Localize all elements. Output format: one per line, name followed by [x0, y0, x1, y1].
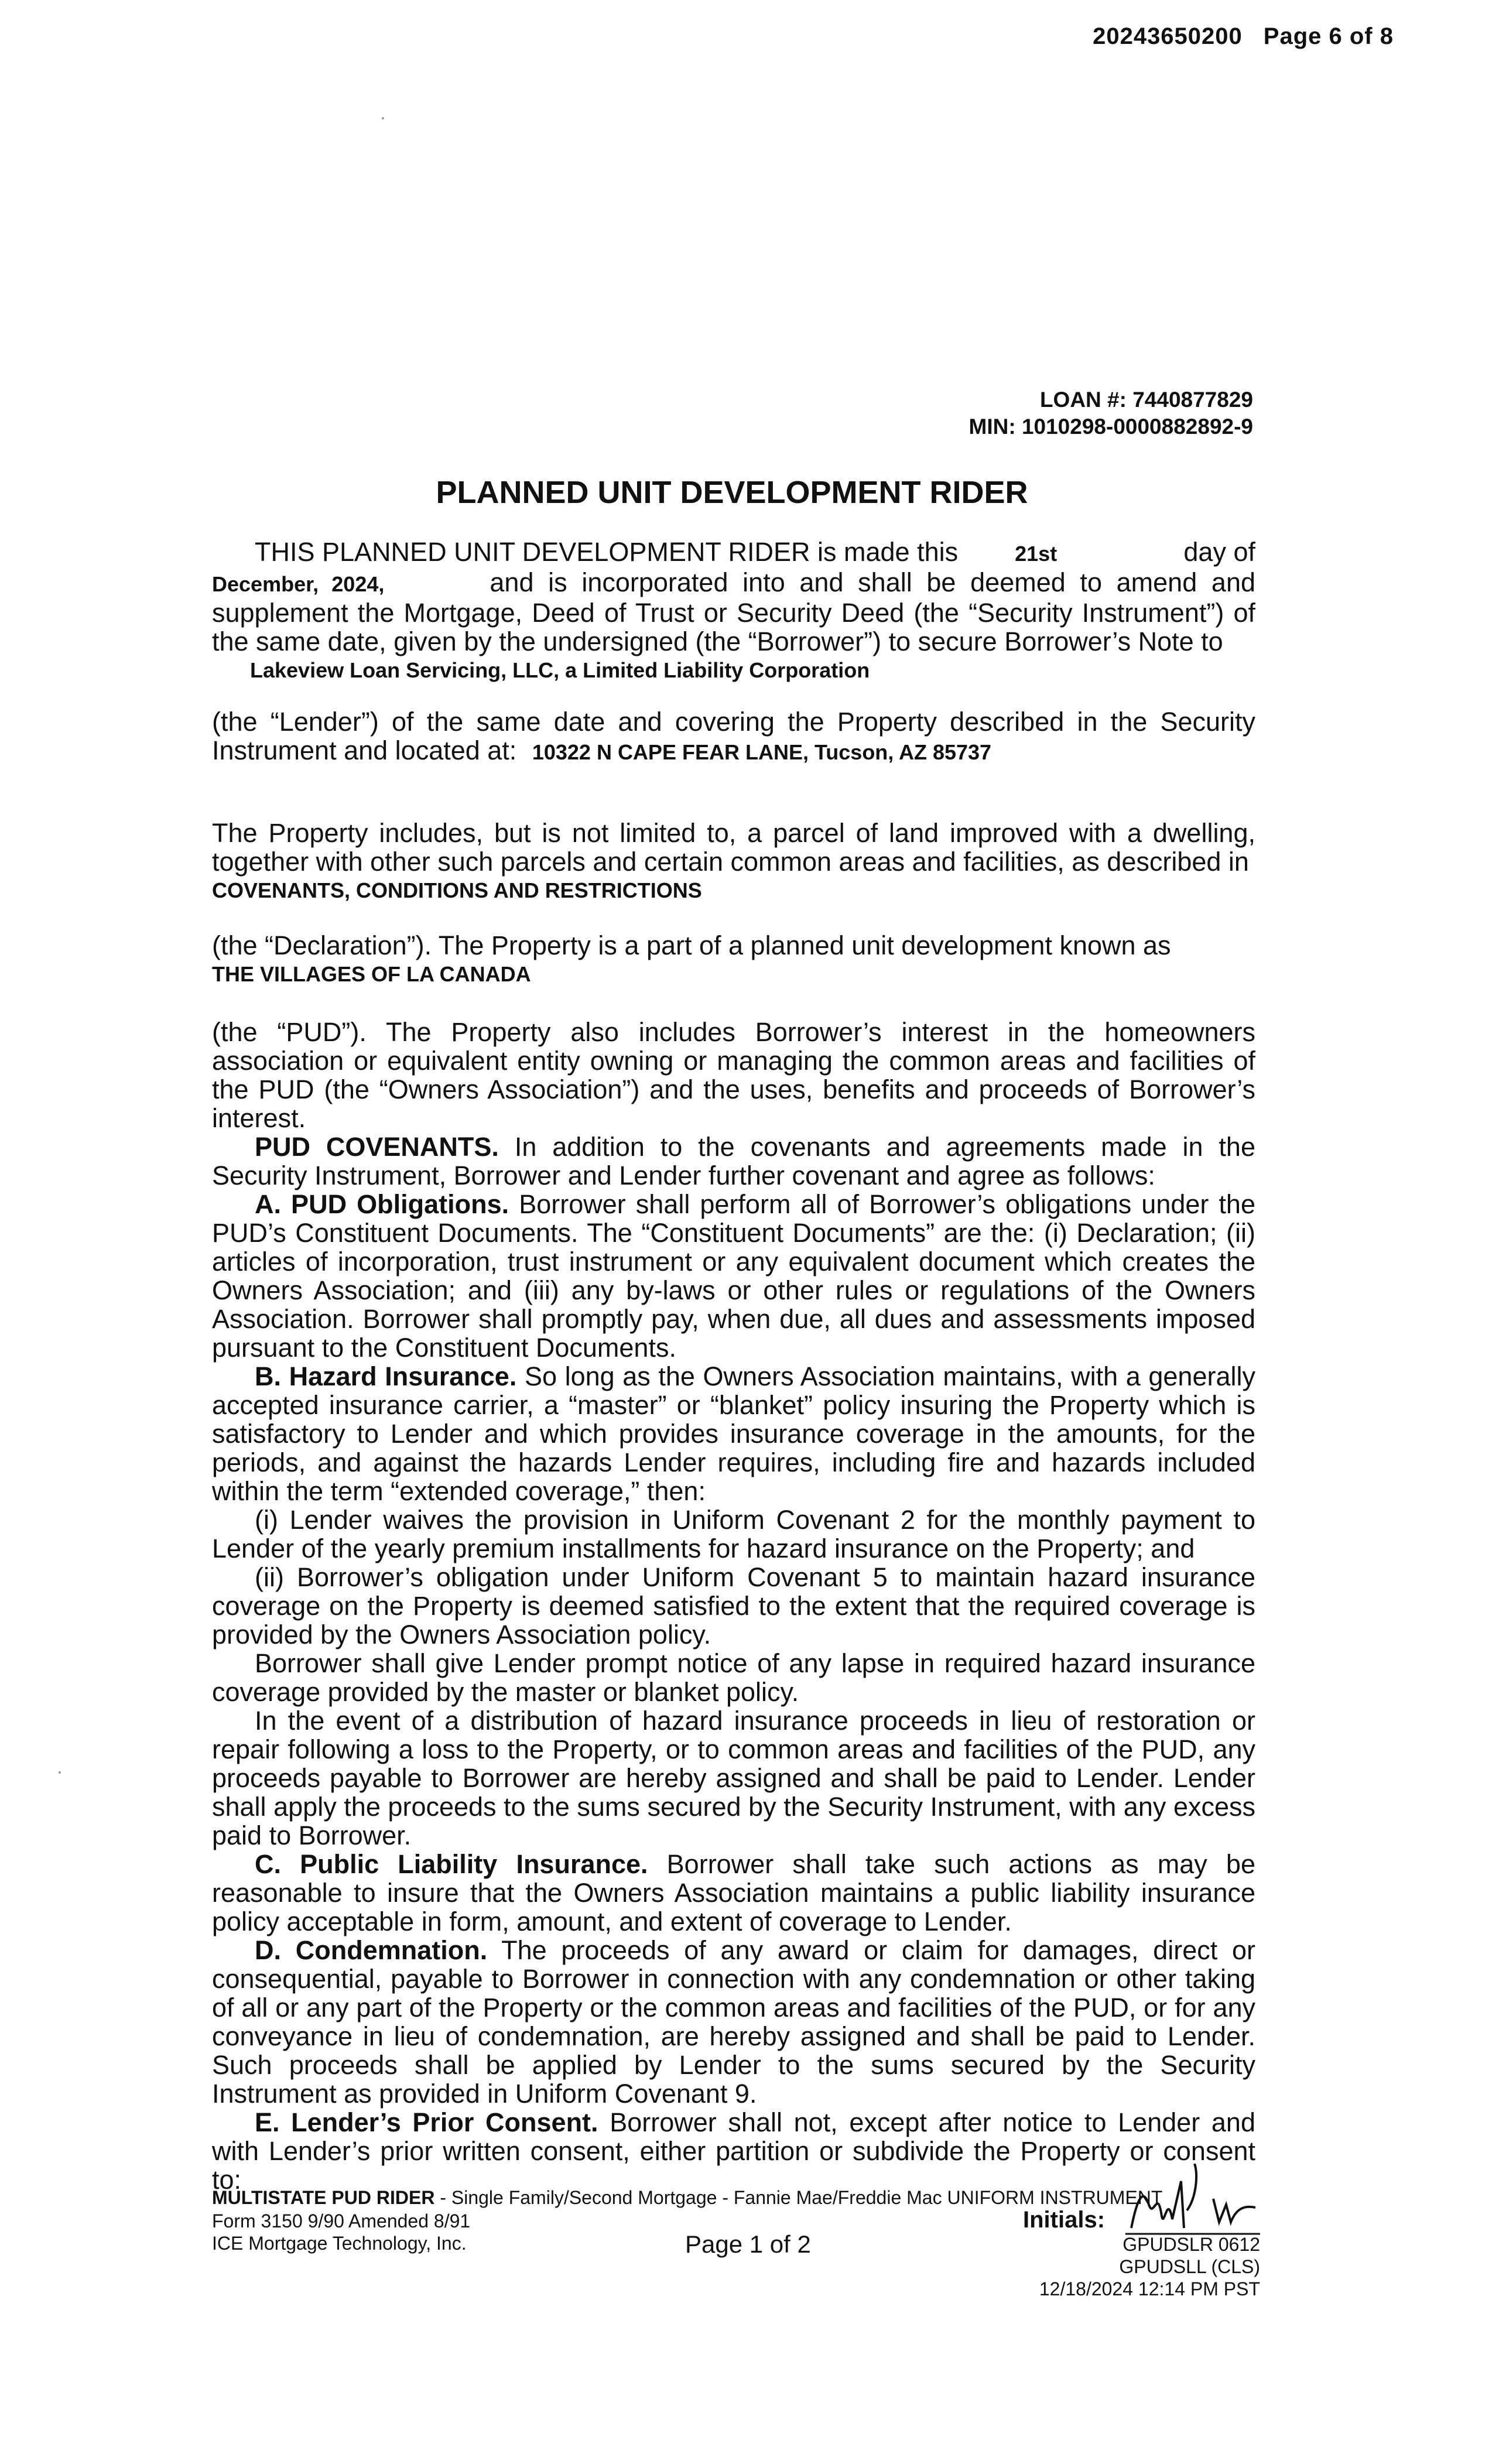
page-label: Page 6 of 8: [1263, 23, 1394, 49]
intro-line-1: [212, 538, 1255, 568]
covenants-section: [212, 1018, 1255, 2194]
covenants-heading: PUD COVENANTS.: [255, 1132, 499, 1162]
pud-name: THE VILLAGES OF LA CANADA: [212, 962, 531, 986]
covenant-b-text: So long as the Owners Association maintains, with a generally accepted insurance carrier, a “master” or “blanket” policy insuring the Property which is satisfactory to Lender and which provides insurance coverage in the amounts, for the periods, and against the hazards Lender requires, including fire and hazards included within the term “extended coverage,” then:: [212, 1361, 1255, 1506]
covenant-a-heading: A. PUD Obligations.: [255, 1189, 509, 1219]
scan-speck: [382, 117, 384, 119]
covenant-a: [212, 1190, 1255, 1362]
covenant-c-heading: C. Public Liability Insurance.: [255, 1849, 648, 1879]
intro-paragraph: [212, 568, 1255, 656]
covenant-d-heading: D. Condemnation.: [255, 1935, 488, 1965]
declaration-paragraph: [212, 931, 1255, 988]
vendor-name: ICE Mortgage Technology, Inc.: [212, 2233, 467, 2254]
page-title: PLANNED UNIT DEVELOPMENT RIDER: [436, 475, 1028, 510]
covenant-b-notice: Borrower shall give Lender prompt notice of any lapse in required hazard insurance coverage provided by the master or blanket policy.: [212, 1648, 1255, 1707]
loan-identifiers: [969, 386, 1253, 440]
declaration-text: (the “Declaration”). The Property is a part of a planned unit development known as: [212, 930, 1171, 960]
intro-rest: and is incorporated into and shall be deemed to amend and supplement the Mortgage, Deed of Trust or Security Deed (the “Security Instrument”) of the same date, given by the undersigned (the “Borrower”) to secure Borrower’s Note to: [212, 567, 1256, 656]
covenant-e: [212, 2108, 1255, 2194]
scan-speck: [59, 1771, 61, 1774]
lender-paragraph: [212, 707, 1255, 766]
property-paragraph: [212, 819, 1255, 905]
initials-signature: [1125, 2164, 1260, 2246]
covenant-e-text: Borrower shall not, except after notice to Lender and with Lender’s prior written consent, either partition or subdivide the Property or consent to:: [212, 2107, 1255, 2195]
form-title: MULTISTATE PUD RIDER: [212, 2187, 435, 2208]
covenants-intro: [212, 1132, 1255, 1190]
pud-paragraph: (the “PUD”). The Property also includes Borrower’s interest in the homeowners association or equivalent entity owning or managing the common areas and facilities of the PUD (the “Owners Association”) and the uses, benefits and proceeds of Borrower’s interest.: [212, 1017, 1255, 1133]
form-number: Form 3150 9/90 Amended 8/91: [212, 2210, 471, 2232]
recording-stamp: [1093, 23, 1394, 50]
day-of-text: day of: [1183, 537, 1255, 567]
covenant-a-text: Borrower shall perform all of Borrower’s obligations under the PUD’s Constituent Documents. The “Constituent Documents” are the: (i) Declaration; (ii) articles of incorporation, trust instrument or any equivalent document which creates the Owners Association; and (iii) any by-laws or other rules or regulations of the Owners Association. Borrower shall promptly pay, when due, all dues and assessments imposed pursuant to the Constituent Documents.: [212, 1189, 1255, 1363]
covenant-d: [212, 1936, 1255, 2108]
covenant-d-text: The proceeds of any award or claim for damages, direct or consequential, payable to Borrower in connection with any condemnation or other taking of all or any part of the Property or the common areas and facilities of the PUD, or for any conveyance in lieu of condemnation, are hereby assigned and shall be paid to Lender. Such proceeds shall be applied by Lender to the sums secured by the Security Instrument as provided in Uniform Covenant 9.: [212, 1935, 1255, 2109]
rider-date: December, 2024,: [212, 572, 385, 596]
form-title-line: [212, 2187, 1162, 2209]
print-timestamp: 12/18/2024 12:14 PM PST: [1039, 2278, 1260, 2299]
rider-day: 21st: [1015, 542, 1057, 566]
intro-text: THIS PLANNED UNIT DEVELOPMENT RIDER is made this: [255, 537, 959, 567]
lender-name: Lakeview Loan Servicing, LLC, a Limited Liability Corporation: [250, 658, 870, 682]
covenants-heading-text: In addition to the covenants and agreements made in the Security Instrument, Borrower and Lender further covenant and agree as follows:: [212, 1132, 1255, 1190]
form-code-2: GPUDSLL (CLS): [1119, 2256, 1260, 2277]
page-number: Page 1 of 2: [685, 2230, 811, 2258]
lender-text: (the “Lender”) of the same date and covering the Property described in the Security Instrument and located at:: [212, 707, 1255, 765]
covenant-b: [212, 1362, 1255, 1505]
covenant-e-heading: E. Lender’s Prior Consent.: [255, 2107, 598, 2137]
property-text: The Property includes, but is not limited to, a parcel of land improved with a dwelling, together with other such parcels and certain common areas and facilities, as described in: [212, 818, 1255, 877]
covenant-b-i: (i) Lender waives the provision in Uniform Covenant 2 for the monthly payment to Lender of the yearly premium installments for hazard insurance on the Property; and: [212, 1505, 1255, 1563]
covenant-b-ii: (ii) Borrower’s obligation under Uniform Covenant 5 to maintain hazard insurance coverage on the Property is deemed satisfied to the extent that the required coverage is provided by the Owners Association policy.: [212, 1562, 1255, 1649]
min-number: MIN: 1010298-0000882892-9: [968, 415, 1253, 439]
covenant-c-text: Borrower shall take such actions as may be reasonable to insure that the Owners Association maintains a public liability insurance policy acceptable in form, amount, and extent of coverage to Lender.: [212, 1849, 1255, 1936]
form-footer: [212, 2187, 1260, 2304]
covenant-b-heading: B. Hazard Insurance.: [255, 1361, 517, 1391]
form-code-1: GPUDSLR 0612: [1122, 2234, 1260, 2255]
covenant-b-distribution: In the event of a distribution of hazard insurance proceeds in lieu of restoration or repair following a loss to the Property, or to common areas and facilities of the PUD, any proceeds payable to Borrower are hereby assigned and shall be paid to Lender. Lender shall apply the proceeds to the sums secured by the Security Instrument, with any excess paid to Borrower.: [212, 1706, 1255, 1850]
intro-section: [212, 538, 1255, 685]
property-address: 10322 N CAPE FEAR LANE, Tucson, AZ 85737: [532, 740, 992, 764]
covenant-c: [212, 1850, 1255, 1936]
form-subtitle: - Single Family/Second Mortgage - Fannie Mae/Freddie Mac UNIFORM INSTRUMENT: [434, 2187, 1163, 2208]
declaration-name: COVENANTS, CONDITIONS AND RESTRICTIONS: [212, 878, 702, 902]
record-number: 20243650200: [1093, 23, 1243, 49]
loan-number: LOAN #: 7440877829: [1039, 388, 1253, 412]
initials-label: Initials:: [1023, 2207, 1106, 2233]
